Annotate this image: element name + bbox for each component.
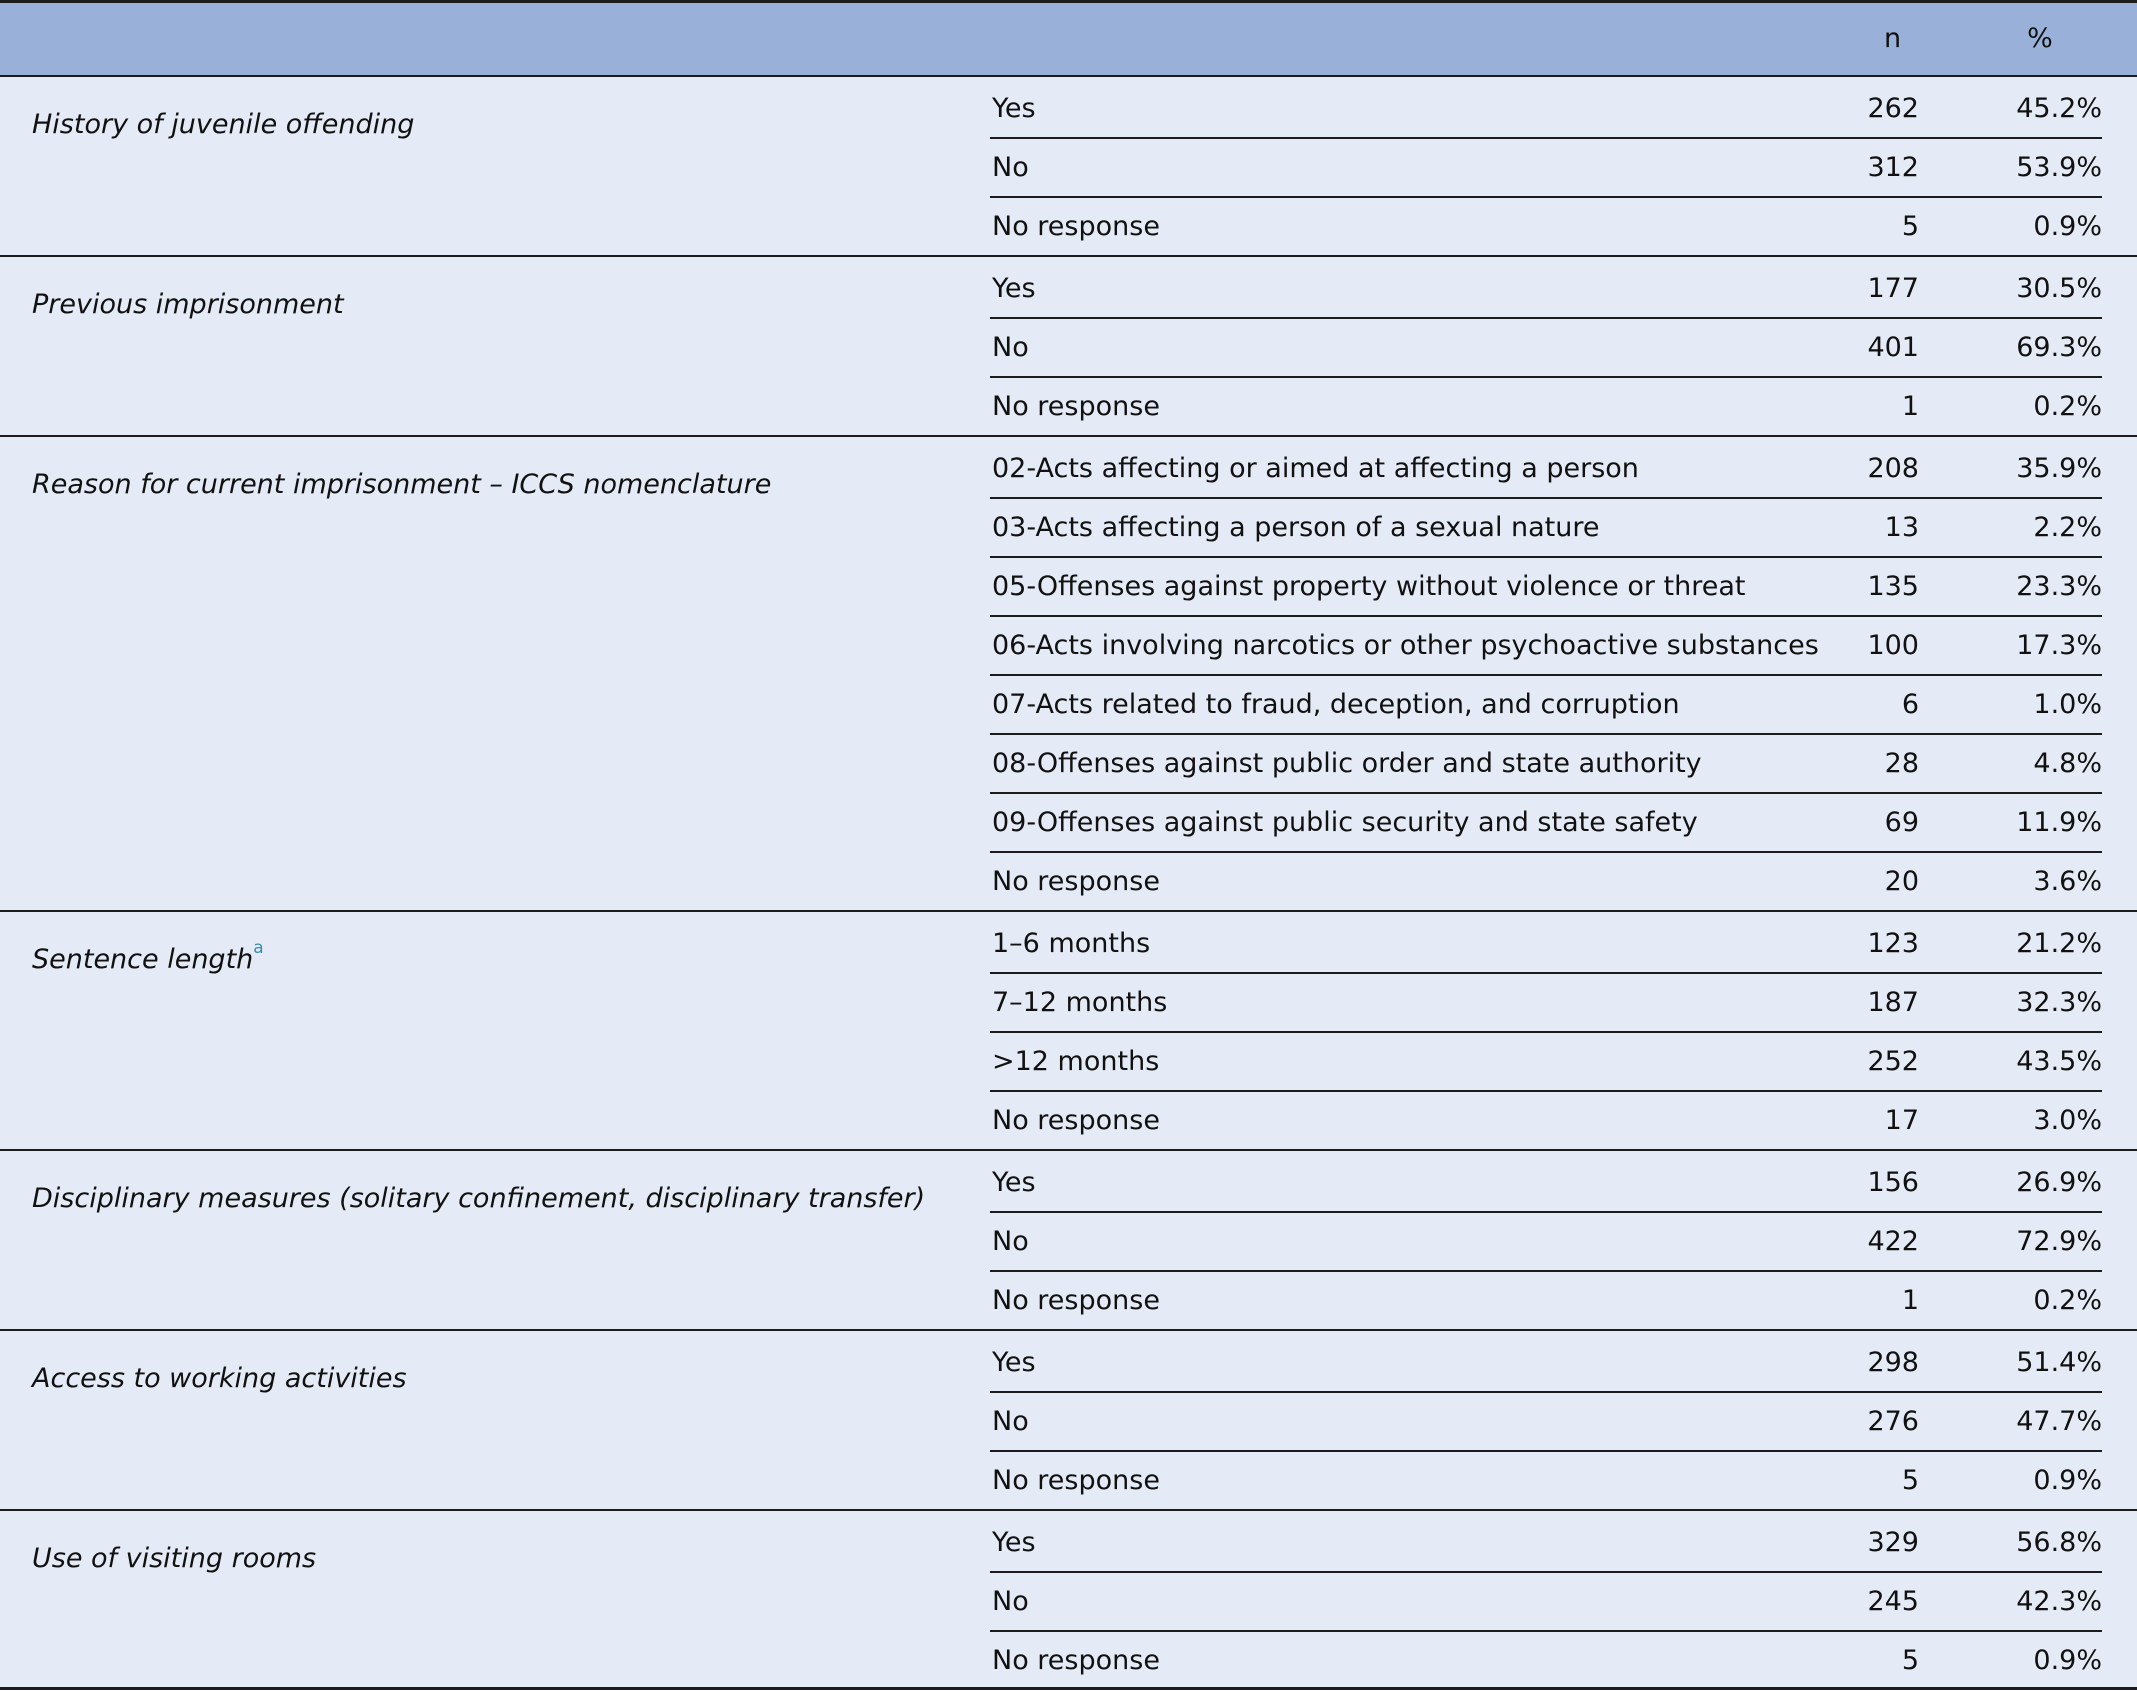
row-percent: 45.2% [2016,93,2102,124]
header-n: n [1883,23,1902,54]
table-group [0,77,2137,257]
row-category: No [992,332,1029,363]
row-percent: 3.0% [2033,1105,2102,1136]
table-row [990,558,2102,617]
table-row [990,735,2102,794]
row-count: 262 [1867,93,1919,124]
table-row [990,1092,2102,1151]
row-count: 20 [1884,866,1919,897]
row-percent: 47.7% [2016,1406,2102,1437]
row-count: 5 [1901,211,1919,242]
row-category: 02-Acts affecting or aimed at affecting a person [992,453,1639,484]
row-percent: 2.2% [2033,512,2102,543]
row-percent: 0.2% [2033,391,2102,422]
row-percent: 3.6% [2033,866,2102,897]
row-category: Yes [992,1347,1036,1378]
table-row [990,1154,2102,1213]
row-percent: 0.9% [2033,211,2102,242]
row-category: No response [992,1285,1160,1316]
table-row [990,1033,2102,1092]
table-group [0,912,2137,1151]
table-row [990,1272,2102,1331]
row-percent: 1.0% [2033,689,2102,720]
group-label-text: Access to working activities [32,1363,407,1394]
row-count: 187 [1867,987,1919,1018]
group-label-text: Use of visiting rooms [32,1543,317,1574]
group-label-text: Sentence length [32,944,254,975]
row-percent: 69.3% [2016,332,2102,363]
table-row [990,915,2102,974]
row-count: 17 [1884,1105,1919,1136]
table-row [990,853,2102,912]
group-label-text: Disciplinary measures (solitary confinement, disciplinary transfer) [32,1183,926,1214]
row-count: 156 [1867,1167,1919,1198]
row-count: 208 [1867,453,1919,484]
group-label [32,289,344,320]
row-percent: 0.9% [2033,1465,2102,1496]
group-label-text: History of juvenile offending [32,109,415,140]
row-count: 100 [1867,630,1919,661]
table-row [990,1393,2102,1452]
table-row [990,1213,2102,1272]
row-category: 1–6 months [992,928,1151,959]
row-count: 123 [1867,928,1919,959]
row-count: 13 [1884,512,1919,543]
row-count: 6 [1901,689,1919,720]
table-row [990,80,2102,139]
table-row [990,499,2102,558]
row-percent: 51.4% [2016,1347,2102,1378]
row-category: 7–12 months [992,987,1168,1018]
row-percent: 0.9% [2033,1645,2102,1676]
table-group [0,1511,2137,1691]
row-category: Yes [992,273,1036,304]
table-row [990,378,2102,437]
row-percent: 26.9% [2016,1167,2102,1198]
row-count: 312 [1867,152,1919,183]
group-label [32,1183,925,1214]
row-count: 401 [1867,332,1919,363]
row-count: 422 [1867,1226,1919,1257]
row-count: 276 [1867,1406,1919,1437]
row-percent: 0.2% [2033,1285,2102,1316]
footnote-marker[interactable]: a [253,938,264,958]
row-percent: 42.3% [2016,1586,2102,1617]
table-row [990,794,2102,853]
row-category: 08-Offenses against public order and state authority [992,748,1702,779]
row-category: No response [992,1105,1160,1136]
row-percent: 35.9% [2016,453,2102,484]
row-category: No response [992,391,1160,422]
row-count: 1 [1901,391,1919,422]
table-group [0,257,2137,437]
row-count: 329 [1867,1527,1919,1558]
row-count: 28 [1884,748,1919,779]
table-row [990,319,2102,378]
group-label [32,1363,407,1394]
row-category: 07-Acts related to fraud, deception, and corruption [992,689,1680,720]
row-category: Yes [992,1167,1036,1198]
group-label [32,938,264,975]
row-percent: 11.9% [2016,807,2102,838]
row-percent: 23.3% [2016,571,2102,602]
row-category: No response [992,1465,1160,1496]
table-row [990,974,2102,1033]
row-count: 245 [1867,1586,1919,1617]
row-category: No [992,152,1029,183]
table-row [990,1334,2102,1393]
row-category: >12 months [992,1046,1160,1077]
row-category: No response [992,1645,1160,1676]
table-row [990,139,2102,198]
row-category: Yes [992,93,1036,124]
row-percent: 72.9% [2016,1226,2102,1257]
row-percent: 32.3% [2016,987,2102,1018]
row-category: No [992,1586,1029,1617]
table-row [990,260,2102,319]
row-percent: 17.3% [2016,630,2102,661]
row-count: 298 [1867,1347,1919,1378]
row-category: No [992,1406,1029,1437]
row-count: 177 [1867,273,1919,304]
row-percent: 56.8% [2016,1527,2102,1558]
table-header [0,3,2137,77]
row-category: No response [992,866,1160,897]
row-category: No response [992,211,1160,242]
table-row [990,1632,2102,1691]
row-percent: 43.5% [2016,1046,2102,1077]
table-row [990,617,2102,676]
row-category: Yes [992,1527,1036,1558]
row-count: 5 [1901,1465,1919,1496]
group-label [32,109,414,140]
table-row [990,198,2102,257]
row-category: 05-Offenses against property without violence or threat [992,571,1746,602]
group-label-text: Reason for current imprisonment – ICCS nomenclature [32,469,772,500]
header-percent: % [2027,23,2053,54]
row-count: 135 [1867,571,1919,602]
table-row [990,1573,2102,1632]
table-row [990,1452,2102,1511]
table-row [990,676,2102,735]
group-label-text: Previous imprisonment [32,289,344,320]
row-count: 69 [1884,807,1919,838]
group-label [32,469,771,500]
row-category: 03-Acts affecting a person of a sexual nature [992,512,1600,543]
row-percent: 30.5% [2016,273,2102,304]
table-row [990,1514,2102,1573]
row-category: 09-Offenses against public security and state safety [992,807,1698,838]
table-group [0,1331,2137,1511]
row-percent: 21.2% [2016,928,2102,959]
table-group [0,1151,2137,1331]
group-label [32,1543,316,1574]
row-percent: 4.8% [2033,748,2102,779]
row-category: No [992,1226,1029,1257]
row-category: 06-Acts involving narcotics or other psychoactive substances [992,630,1819,661]
row-count: 5 [1901,1645,1919,1676]
row-count: 252 [1867,1046,1919,1077]
table-row [990,440,2102,499]
table-group [0,437,2137,912]
row-percent: 53.9% [2016,152,2102,183]
row-count: 1 [1901,1285,1919,1316]
